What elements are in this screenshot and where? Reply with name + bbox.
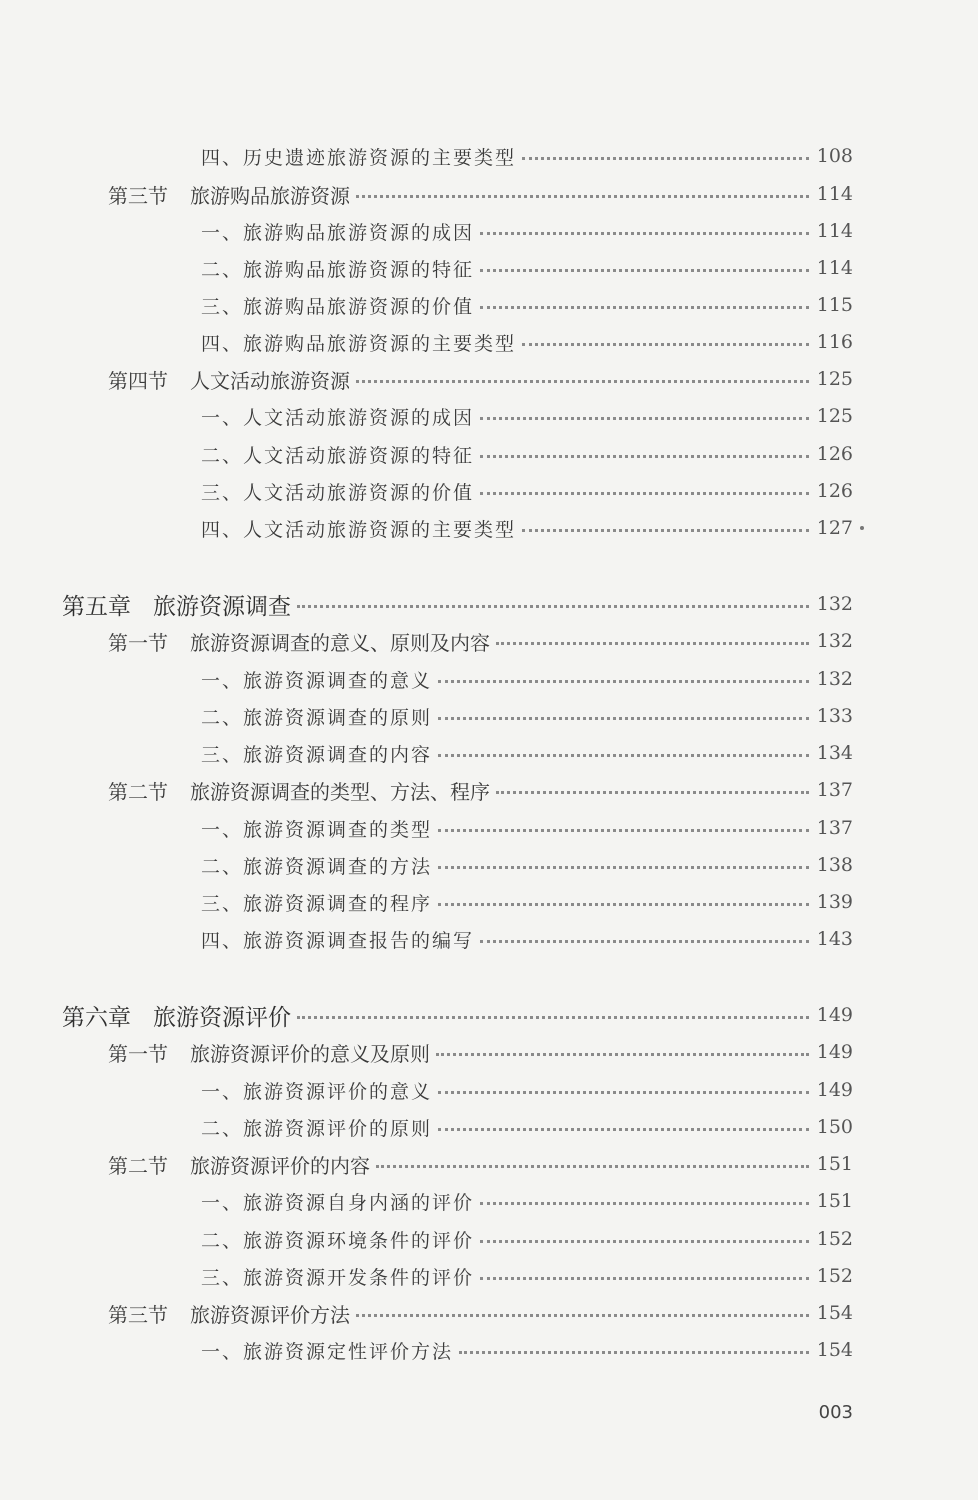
toc-item-row[interactable] bbox=[0, 1072, 853, 1108]
toc-item-title: 四、旅游购品旅游资源的主要类型 bbox=[201, 332, 517, 355]
toc-item-title: 一、旅游购品旅游资源的成因 bbox=[201, 221, 475, 244]
dot-leader bbox=[438, 717, 809, 720]
toc-section-row[interactable] bbox=[0, 1295, 853, 1331]
toc-item-title: 三、旅游资源调查的内容 bbox=[201, 743, 433, 766]
toc-page-number: 114 bbox=[816, 257, 853, 279]
dot-leader bbox=[356, 1314, 809, 1317]
dot-leader bbox=[438, 903, 809, 906]
dot-leader bbox=[480, 455, 809, 458]
toc-item-title: 一、旅游资源自身内涵的评价 bbox=[201, 1191, 475, 1214]
dot-leader bbox=[438, 866, 809, 869]
toc-item-row[interactable] bbox=[0, 213, 853, 249]
dot-leader bbox=[438, 1128, 809, 1131]
dot-leader bbox=[480, 232, 809, 235]
toc-section-title: 旅游购品旅游资源 bbox=[190, 183, 350, 208]
toc-page-number: 139 bbox=[816, 891, 853, 913]
toc-page-number: 127 bbox=[816, 517, 853, 539]
toc-chapter-title: 旅游资源评价 bbox=[153, 1004, 291, 1031]
dot-leader bbox=[459, 1351, 809, 1354]
dot-leader bbox=[480, 269, 809, 272]
dot-leader bbox=[480, 306, 809, 309]
toc-section-label bbox=[0, 627, 490, 656]
toc-page-number: 137 bbox=[816, 817, 853, 839]
toc-page-number: 114 bbox=[816, 183, 853, 205]
toc-chapter-number: 第五章 bbox=[62, 593, 131, 620]
toc-section-title: 旅游资源评价方法 bbox=[190, 1302, 350, 1327]
toc-chapter-label bbox=[0, 588, 291, 621]
toc-item-row[interactable] bbox=[0, 287, 853, 323]
toc-item-title: 一、人文活动旅游资源的成因 bbox=[201, 406, 475, 429]
toc-item-title: 三、旅游资源开发条件的评价 bbox=[201, 1266, 475, 1289]
toc-item-row[interactable] bbox=[0, 398, 853, 434]
toc-item-title: 一、旅游资源定性评价方法 bbox=[201, 1340, 454, 1363]
dot-leader bbox=[496, 642, 809, 645]
toc-section-number: 第一节 bbox=[108, 1041, 168, 1066]
toc-page-number: 149 bbox=[816, 1079, 853, 1101]
dot-leader bbox=[438, 1091, 809, 1094]
toc-page-number: 138 bbox=[816, 854, 853, 876]
toc-item-title: 四、历史遗迹旅游资源的主要类型 bbox=[201, 146, 517, 169]
toc-section-row[interactable] bbox=[0, 1034, 853, 1070]
toc-item-title: 二、旅游资源环境条件的评价 bbox=[201, 1229, 475, 1252]
dot-leader bbox=[438, 829, 809, 832]
toc-page-number: 152 bbox=[816, 1228, 853, 1250]
dot-leader bbox=[297, 605, 809, 608]
toc-page-number: 132 bbox=[816, 630, 853, 652]
toc-section-label bbox=[0, 365, 350, 394]
toc-page-number: 134 bbox=[816, 742, 853, 764]
toc-chapter-row[interactable] bbox=[0, 586, 853, 622]
toc-page-number: 114 bbox=[816, 220, 853, 242]
toc-page-number: 149 bbox=[816, 1041, 853, 1063]
toc-chapter-number: 第六章 bbox=[62, 1004, 131, 1031]
toc-item-row[interactable] bbox=[0, 436, 853, 472]
toc-page-number: 116 bbox=[816, 331, 853, 353]
toc-page-number: 126 bbox=[816, 443, 853, 465]
toc-item-title: 一、旅游资源评价的意义 bbox=[201, 1080, 433, 1103]
toc-item-title: 二、旅游购品旅游资源的特征 bbox=[201, 258, 475, 281]
toc-section-number: 第二节 bbox=[108, 779, 168, 804]
toc-section-number: 第一节 bbox=[108, 630, 168, 655]
toc-section-title: 旅游资源调查的类型、方法、程序 bbox=[190, 779, 490, 804]
dot-leader bbox=[522, 529, 809, 532]
toc-item-title: 二、旅游资源调查的方法 bbox=[201, 855, 433, 878]
dot-leader bbox=[480, 940, 809, 943]
toc-section-row[interactable] bbox=[0, 176, 853, 212]
dot-leader bbox=[438, 754, 809, 757]
dot-leader bbox=[522, 157, 809, 160]
toc-item-title: 三、旅游资源调查的程序 bbox=[201, 892, 433, 915]
toc-page-number: 126 bbox=[816, 480, 853, 502]
toc-chapter-row[interactable] bbox=[0, 997, 853, 1033]
footer-page-number: 003 bbox=[818, 1402, 853, 1423]
toc-item-title: 二、旅游资源评价的原则 bbox=[201, 1117, 433, 1140]
toc-page-number: 125 bbox=[816, 368, 853, 390]
toc-item-row[interactable] bbox=[0, 138, 853, 174]
toc-item-row[interactable] bbox=[0, 661, 853, 697]
toc-item-row[interactable] bbox=[0, 1221, 853, 1257]
print-mark bbox=[860, 526, 864, 530]
dot-leader bbox=[356, 195, 809, 198]
toc-section-label bbox=[0, 180, 350, 209]
dot-leader bbox=[436, 1053, 809, 1056]
toc-section-label bbox=[0, 1038, 430, 1067]
toc-section-row[interactable] bbox=[0, 1146, 853, 1182]
toc-section-number: 第二节 bbox=[108, 1153, 168, 1178]
dot-leader bbox=[376, 1165, 809, 1168]
toc-page-number: 151 bbox=[816, 1153, 853, 1175]
toc-section-number: 第三节 bbox=[108, 1302, 168, 1327]
toc-page-number: 115 bbox=[816, 294, 853, 316]
toc-item-title: 三、旅游购品旅游资源的价值 bbox=[201, 295, 475, 318]
toc-item-row[interactable] bbox=[0, 324, 853, 360]
toc-section-title: 旅游资源评价的意义及原则 bbox=[190, 1041, 430, 1066]
toc-section-row[interactable] bbox=[0, 623, 853, 659]
dot-leader bbox=[480, 1240, 809, 1243]
dot-leader bbox=[480, 417, 809, 420]
toc-item-row[interactable] bbox=[0, 810, 853, 846]
toc-page-number: 149 bbox=[816, 1004, 853, 1026]
toc-section-title: 旅游资源调查的意义、原则及内容 bbox=[190, 630, 490, 655]
toc-page-number: 125 bbox=[816, 405, 853, 427]
toc-item-row[interactable] bbox=[0, 510, 853, 546]
toc-item-row[interactable] bbox=[0, 1109, 853, 1145]
toc-page-number: 137 bbox=[816, 779, 853, 801]
toc-item-row[interactable] bbox=[0, 1332, 853, 1368]
toc-item-row[interactable] bbox=[0, 884, 853, 920]
toc-item-row[interactable] bbox=[0, 250, 853, 286]
toc-page-number: 133 bbox=[816, 705, 853, 727]
toc-page-number: 132 bbox=[816, 593, 853, 615]
toc-item-row[interactable] bbox=[0, 921, 853, 957]
toc-item-row[interactable] bbox=[0, 847, 853, 883]
toc-page-number: 151 bbox=[816, 1190, 853, 1212]
toc-page-number: 132 bbox=[816, 668, 853, 690]
toc-section-row[interactable] bbox=[0, 772, 853, 808]
toc-page-number: 150 bbox=[816, 1116, 853, 1138]
toc-item-title: 四、人文活动旅游资源的主要类型 bbox=[201, 518, 517, 541]
toc-item-row[interactable] bbox=[0, 473, 853, 509]
toc-page-number: 154 bbox=[816, 1302, 853, 1324]
dot-leader bbox=[297, 1016, 809, 1019]
toc-item-row[interactable] bbox=[0, 1183, 853, 1219]
toc-section-title: 人文活动旅游资源 bbox=[190, 368, 350, 393]
toc-item-title: 三、人文活动旅游资源的价值 bbox=[201, 481, 475, 504]
dot-leader bbox=[480, 1202, 809, 1205]
dot-leader bbox=[496, 791, 809, 794]
toc-item-title: 四、旅游资源调查报告的编写 bbox=[201, 929, 475, 952]
toc-item-row[interactable] bbox=[0, 1258, 853, 1294]
toc-section-title: 旅游资源评价的内容 bbox=[190, 1153, 370, 1178]
toc-section-row[interactable] bbox=[0, 361, 853, 397]
toc-item-row[interactable] bbox=[0, 698, 853, 734]
dot-leader bbox=[438, 680, 809, 683]
toc-chapter-title: 旅游资源调查 bbox=[153, 593, 291, 620]
toc-page-number: 152 bbox=[816, 1265, 853, 1287]
toc-section-label bbox=[0, 1150, 370, 1179]
toc-page-number: 108 bbox=[816, 145, 853, 167]
dot-leader bbox=[480, 1277, 809, 1280]
toc-page-number: 143 bbox=[816, 928, 853, 950]
dot-leader bbox=[480, 492, 809, 495]
toc-chapter-label bbox=[0, 999, 291, 1032]
toc-section-number: 第三节 bbox=[108, 183, 168, 208]
dot-leader bbox=[356, 380, 809, 383]
toc-item-title: 一、旅游资源调查的意义 bbox=[201, 669, 433, 692]
toc-item-title: 二、旅游资源调查的原则 bbox=[201, 706, 433, 729]
toc-section-number: 第四节 bbox=[108, 368, 168, 393]
toc-item-row[interactable] bbox=[0, 735, 853, 771]
toc-item-title: 一、旅游资源调查的类型 bbox=[201, 818, 433, 841]
toc-section-label bbox=[0, 776, 490, 805]
dot-leader bbox=[522, 343, 809, 346]
toc-page-number: 154 bbox=[816, 1339, 853, 1361]
toc-item-title: 二、人文活动旅游资源的特征 bbox=[201, 444, 475, 467]
toc-section-label bbox=[0, 1299, 350, 1328]
